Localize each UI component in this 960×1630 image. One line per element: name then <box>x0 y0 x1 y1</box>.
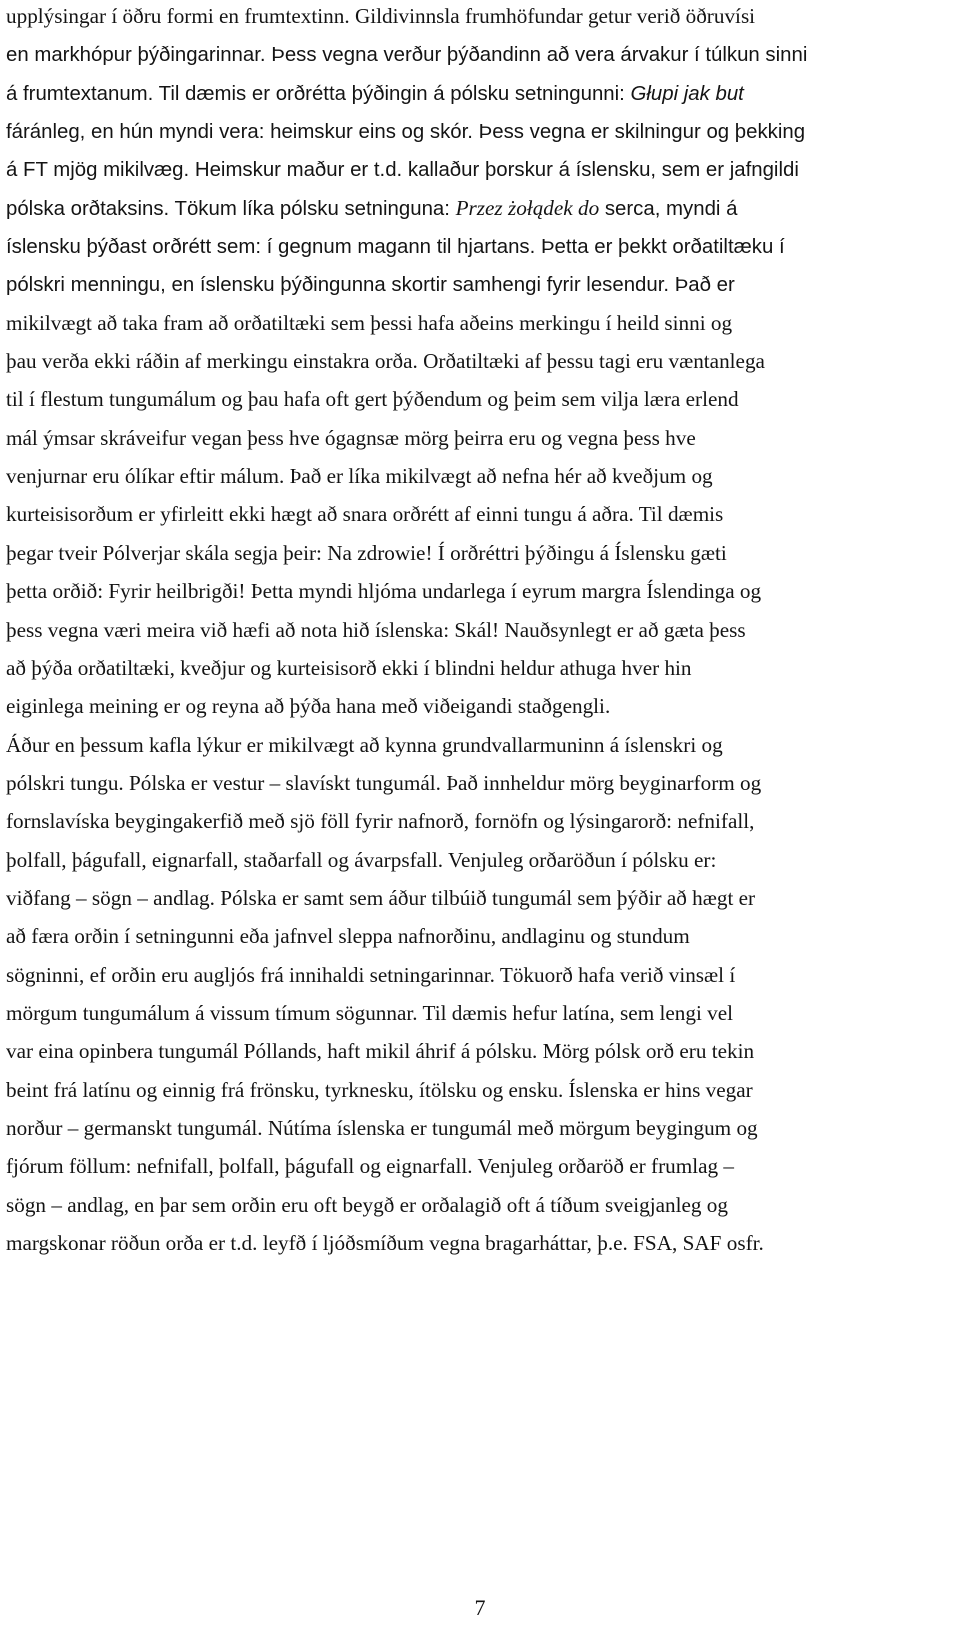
text-line <box>6 419 956 457</box>
text-run: þau verða ekki ráðin af merkingu einstakra orða. Orðatiltæki af þessu tagi eru væntanlega <box>6 349 765 374</box>
text-run: þolfall, þágufall, eignarfall, staðarfall og ávarpsfall. Venjuleg orðaröðun í pólsku er: <box>6 847 717 872</box>
text-run: að þýða orðatiltæki, kveðjur og kurteisisorð ekki í blindni heldur athuga hver hin <box>6 655 692 680</box>
text-run: á frumtextanum. Til dæmis er orðrétta þýðingin á pólsku setningunni: <box>6 82 631 105</box>
text-run: mikilvægt að taka fram að orðatiltæki sem þessi hafa aðeins merkingu í heild sinni og <box>6 310 733 335</box>
text-run: var eina opinbera tungumál Póllands, haft mikil áhrif á pólsku. Mörg pólsk orð eru tekin <box>6 1039 755 1064</box>
text-line <box>6 74 956 112</box>
text-run: pólskri menningu, en íslensku þýðingunna skortir samhengi fyrir lesendur. Það er <box>6 274 735 297</box>
text-line <box>6 687 956 725</box>
text-line <box>6 0 956 35</box>
text-line <box>6 380 956 418</box>
text-run: á FT mjög mikilvæg. Heimskur maður er t.d. kallaður þorskur á íslensku, sem er jafngildi <box>6 159 799 182</box>
text-run: til í flestum tungumálum og þau hafa oft gert þýðendum og þeim sem vilja læra erlend <box>6 387 739 412</box>
text-run: serca, myndi á <box>599 197 738 220</box>
text-line <box>6 956 956 994</box>
text-run: þetta orðið: Fyrir heilbrigði! Þetta myndi hljóma undarlega í eyrum margra Íslendinga og <box>6 579 762 604</box>
text-run: upplýsingar í öðru formi en frumtextinn. Gildivinnsla frumhöfundar getur verið öðruvísi <box>6 4 756 28</box>
page-number: 7 <box>474 1595 486 1620</box>
text-run: íslensku þýðast orðrétt sem: í gegnum magann til hjartans. Þetta er þekkt orðatiltæku í <box>6 236 785 259</box>
text-line <box>6 457 956 495</box>
text-run: venjurnar eru ólíkar eftir málum. Það er líka mikilvægt að nefna hér að kveðjum og <box>6 464 713 489</box>
text-line <box>6 495 956 533</box>
text-run: kurteisisorðum er yfirleitt ekki hægt að snara orðrétt af einni tungu á aðra. Til dæmis <box>6 502 724 527</box>
text-line <box>6 1071 956 1109</box>
text-line <box>6 1147 956 1185</box>
text-line <box>6 342 956 380</box>
text-line <box>6 649 956 687</box>
text-run: Áður en þessum kafla lýkur er mikilvægt að kynna grundvallarmuninn á íslenskri og <box>6 732 723 757</box>
text-run: norður – germanskt tungumál. Nútíma íslenska er tungumál með mörgum beygingum og <box>6 1115 758 1140</box>
text-line <box>6 1109 956 1147</box>
text-line <box>6 1032 956 1070</box>
text-line <box>6 534 956 572</box>
text-run: mál ýmsar skráveifur vegan þess hve ógagnsæ mörg þeirra eru og vegna þess hve <box>6 425 696 450</box>
text-line <box>6 304 956 342</box>
text-line <box>6 227 956 265</box>
text-line <box>6 572 956 610</box>
text-run: fornslavíska beygingakerfið með sjö föll fyrir nafnorð, fornöfn og lýsingarorð: nefnifall, <box>6 809 755 834</box>
text-line <box>6 1186 956 1224</box>
text-run: fjórum föllum: nefnifall, þolfall, þágufall og eignarfall. Venjuleg orðaröð er frumlag – <box>6 1154 734 1179</box>
text-run: pólska orðtaksins. Tökum líka pólsku setninguna: <box>6 197 456 220</box>
body-text <box>6 0 956 1262</box>
text-line <box>6 764 956 802</box>
text-line <box>6 841 956 879</box>
text-run: mörgum tungumálum á vissum tímum sögunnar. Til dæmis hefur latína, sem lengi vel <box>6 1000 734 1025</box>
text-line <box>6 112 956 150</box>
text-run: Głupi jak but <box>630 82 744 105</box>
text-line <box>6 35 956 73</box>
text-run: en markhópur þýðingarinnar. Þess vegna verður þýðandinn að vera árvakur í túlkun sinni <box>6 44 808 67</box>
text-line <box>6 917 956 955</box>
text-line <box>6 802 956 840</box>
text-run: pólskri tungu. Pólska er vestur – slavískt tungumál. Það innheldur mörg beyginarform og <box>6 770 762 795</box>
text-line <box>6 994 956 1032</box>
text-line <box>6 726 956 764</box>
text-line <box>6 265 956 303</box>
text-line <box>6 1224 956 1262</box>
text-run: beint frá latínu og einnig frá frönsku, tyrknesku, ítölsku og ensku. Íslenska er hins vegar <box>6 1077 753 1102</box>
text-run: fáránleg, en hún myndi vera: heimskur eins og skór. Þess vegna er skilningur og þekking <box>6 121 806 144</box>
text-line <box>6 879 956 917</box>
text-run: þess vegna væri meira við hæfi að nota hið íslenska: Skál! Nauðsynlegt er að gæta þess <box>6 617 746 642</box>
text-run: að færa orðin í setningunni eða jafnvel sleppa nafnorðinu, andlaginu og stundum <box>6 924 690 949</box>
text-run: sögninni, ef orðin eru augljós frá innihaldi setningarinnar. Tökuorð hafa verið vinsæl í <box>6 962 736 987</box>
text-line <box>6 189 956 227</box>
text-run: viðfang – sögn – andlag. Pólska er samt sem áður tilbúið tungumál sem þýðir að hægt er <box>6 885 756 910</box>
text-run: eiginlega meining er og reyna að þýða hana með viðeigandi staðgengli. <box>6 694 611 719</box>
text-run: margskonar röðun orða er t.d. leyfð í ljóðsmíðum vegna bragarháttar, þ.e. FSA, SAF osfr. <box>6 1231 764 1255</box>
text-line <box>6 150 956 188</box>
text-line <box>6 611 956 649</box>
text-run: sögn – andlag, en þar sem orðin eru oft beygð er orðalagið oft á tíðum sveigjanleg og <box>6 1192 728 1217</box>
text-run: þegar tveir Pólverjar skála segja þeir: Na zdrowie! Í orðréttri þýðingu á Íslensku gæti <box>6 540 727 565</box>
text-run: Przez żołądek do <box>455 195 600 220</box>
